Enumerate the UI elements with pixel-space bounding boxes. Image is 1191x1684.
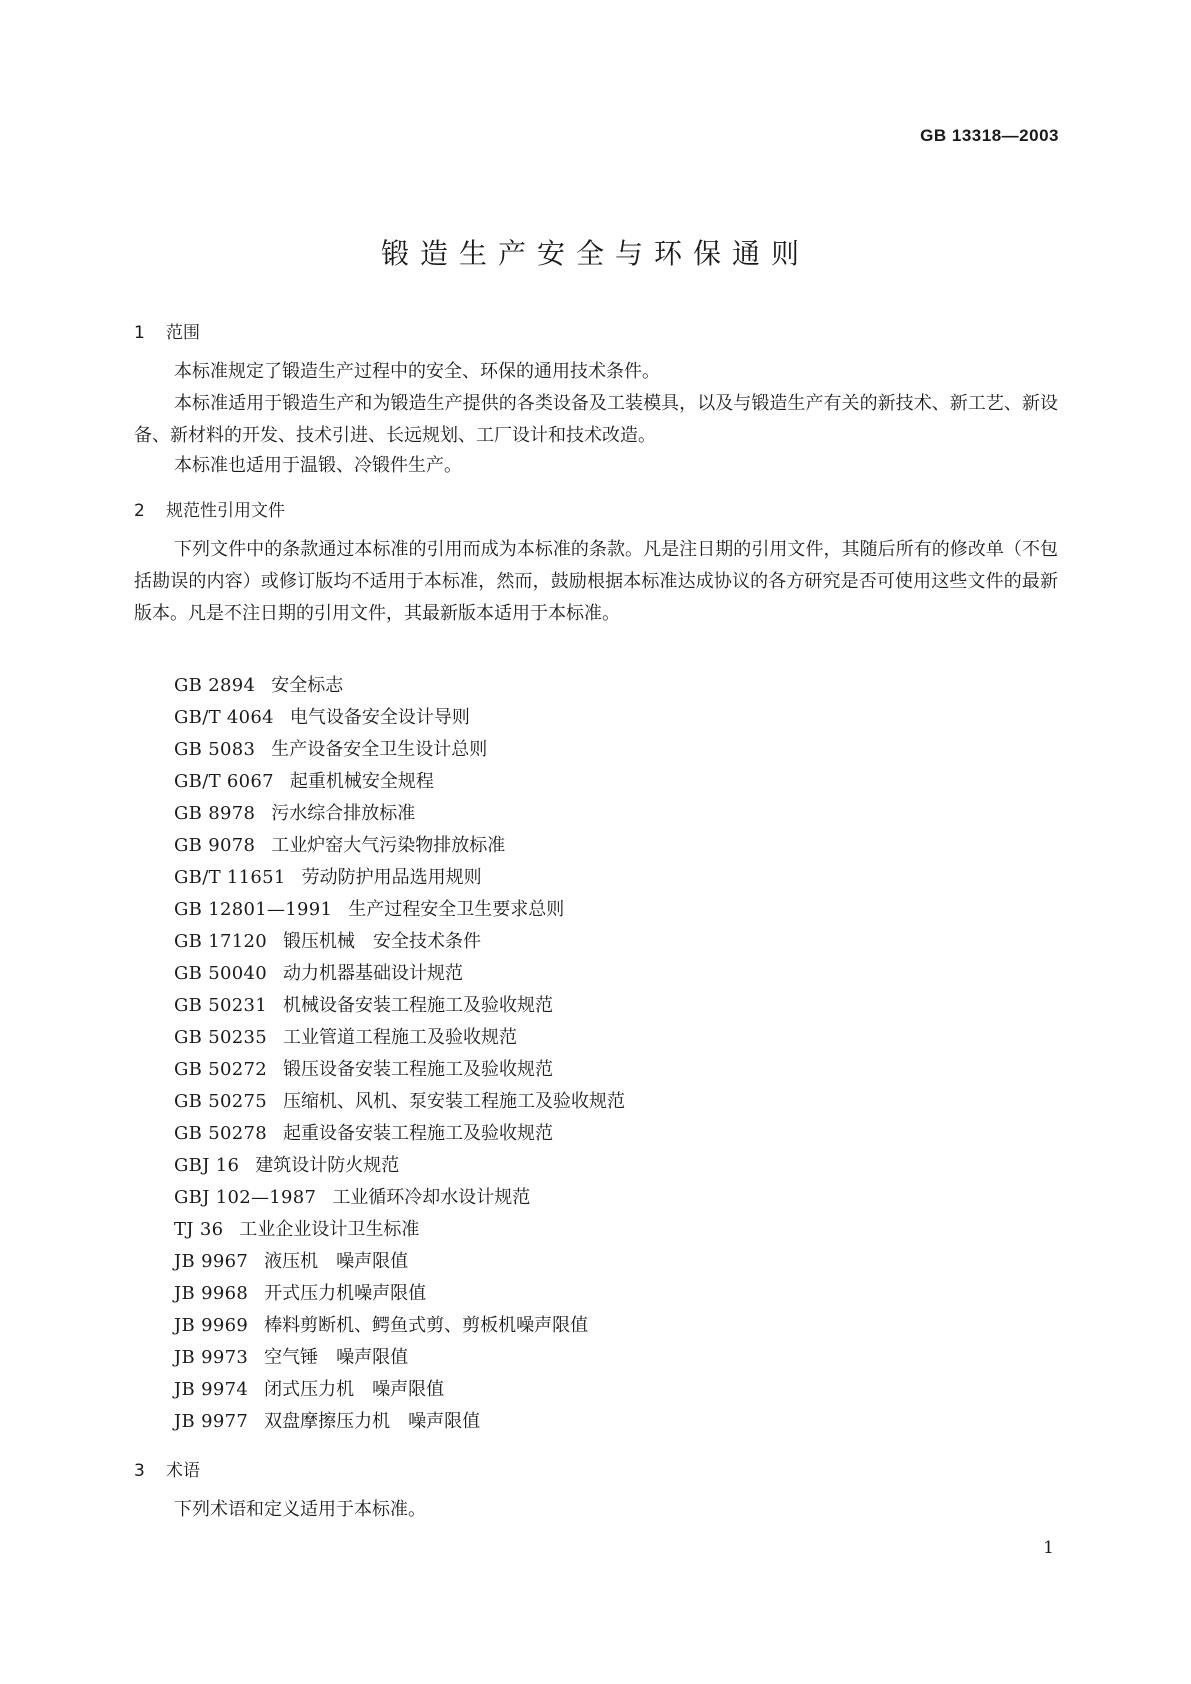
reference-item xyxy=(174,1182,625,1214)
section-number: 1 xyxy=(134,323,145,343)
reference-item xyxy=(174,1022,625,1054)
section-title: 范围 xyxy=(166,323,200,343)
reference-title: 起重机械安全规程 xyxy=(289,771,434,792)
reference-code: GB 12801—1991 xyxy=(174,899,333,920)
reference-title: 工业循环冷却水设计规范 xyxy=(332,1187,531,1208)
reference-title: 工业企业设计卫生标准 xyxy=(239,1219,420,1240)
section-title: 术语 xyxy=(166,1461,200,1481)
reference-code: GB 17120 xyxy=(174,931,267,952)
reference-item xyxy=(174,1406,625,1438)
reference-code: GB/T 11651 xyxy=(174,867,286,888)
reference-code: JB 9968 xyxy=(174,1283,249,1304)
reference-item xyxy=(174,1118,625,1150)
reference-code: GB 50040 xyxy=(174,963,267,984)
reference-item xyxy=(174,958,625,990)
reference-code: TJ 36 xyxy=(174,1219,224,1240)
reference-title: 电气设备安全设计导则 xyxy=(289,707,470,728)
reference-title: 机械设备安装工程施工及验收规范 xyxy=(283,995,553,1016)
reference-code: JB 9974 xyxy=(174,1379,249,1400)
reference-title: 双盘摩擦压力机 噪声限值 xyxy=(264,1411,481,1432)
section-1-heading xyxy=(134,318,200,343)
paragraph: 下列术语和定义适用于本标准。 xyxy=(174,1499,426,1520)
reference-title: 劳动防护用品选用规则 xyxy=(301,867,482,888)
reference-item xyxy=(174,830,625,862)
reference-title: 锻压机械 安全技术条件 xyxy=(283,931,481,952)
reference-code: GB 8978 xyxy=(174,803,256,824)
reference-item xyxy=(174,1310,625,1342)
reference-item xyxy=(174,734,625,766)
reference-title: 生产过程安全卫生要求总则 xyxy=(348,899,565,920)
reference-item xyxy=(174,862,625,894)
reference-code: JB 9973 xyxy=(174,1347,249,1368)
reference-title: 建筑设计防火规范 xyxy=(255,1155,400,1176)
reference-title: 工业炉窑大气污染物排放标准 xyxy=(271,835,506,856)
reference-code: GB 50275 xyxy=(174,1091,267,1112)
reference-code: JB 9977 xyxy=(174,1411,249,1432)
reference-code: JB 9967 xyxy=(174,1251,249,1272)
reference-code: GB 9078 xyxy=(174,835,256,856)
reference-code: GB 50272 xyxy=(174,1059,267,1080)
reference-title: 液压机 噪声限值 xyxy=(264,1251,409,1272)
reference-code: GB/T 4064 xyxy=(174,707,274,728)
reference-item xyxy=(174,1278,625,1310)
reference-title: 安全标志 xyxy=(271,675,344,696)
reference-item xyxy=(174,1246,625,1278)
standard-number: GB 13318—2003 xyxy=(920,126,1059,145)
reference-code: GB 50278 xyxy=(174,1123,267,1144)
section-2-heading xyxy=(134,496,285,521)
reference-title: 空气锤 噪声限值 xyxy=(264,1347,409,1368)
reference-item xyxy=(174,1054,625,1086)
section-number: 3 xyxy=(134,1461,145,1481)
normative-reference-list xyxy=(174,670,625,1438)
reference-item xyxy=(174,1374,625,1406)
reference-title: 污水综合排放标准 xyxy=(271,803,416,824)
reference-title: 起重设备安装工程施工及验收规范 xyxy=(283,1123,553,1144)
section-number: 2 xyxy=(134,501,145,521)
reference-item xyxy=(174,798,625,830)
reference-code: GB/T 6067 xyxy=(174,771,274,792)
reference-title: 锻压设备安装工程施工及验收规范 xyxy=(283,1059,553,1080)
reference-item xyxy=(174,926,625,958)
paragraph: 本标准也适用于温锻、冷锻件生产。 xyxy=(174,455,462,476)
reference-item xyxy=(174,766,625,798)
reference-title: 工业管道工程施工及验收规范 xyxy=(283,1027,517,1048)
reference-title: 闭式压力机 噪声限值 xyxy=(264,1379,445,1400)
reference-item xyxy=(174,1214,625,1246)
reference-item xyxy=(174,702,625,734)
section-title: 规范性引用文件 xyxy=(166,501,285,521)
reference-code: GBJ 102—1987 xyxy=(174,1187,317,1208)
reference-code: GB 50231 xyxy=(174,995,267,1016)
reference-code: GB 50235 xyxy=(174,1027,267,1048)
reference-item xyxy=(174,1086,625,1118)
reference-code: GB 5083 xyxy=(174,739,256,760)
paragraph: 本标准规定了锻造生产过程中的安全、环保的通用技术条件。 xyxy=(174,361,660,382)
reference-title: 压缩机、风机、泵安装工程施工及验收规范 xyxy=(283,1091,625,1112)
reference-item xyxy=(174,894,625,926)
paragraph: 下列文件中的条款通过本标准的引用而成为本标准的条款。凡是注日期的引用文件，其随后所有的修改单（不包括勘误的内容）或修订版均不适用于本标准，然而，鼓励根据本标准达成协议的各方研究是否可使用这些文件的最新版本。凡是不注日期的引用文件，其最新版本适用于本标准。 xyxy=(134,539,1058,624)
reference-code: GB 2894 xyxy=(174,675,256,696)
document-title: 锻造生产安全与环保通则 xyxy=(380,237,810,270)
reference-title: 动力机器基础设计规范 xyxy=(283,963,463,984)
reference-code: GBJ 16 xyxy=(174,1155,240,1176)
reference-item xyxy=(174,1342,625,1374)
reference-title: 棒料剪断机、鳄鱼式剪、剪板机噪声限值 xyxy=(264,1315,589,1336)
paragraph: 本标准适用于锻造生产和为锻造生产提供的各类设备及工装模具，以及与锻造生产有关的新技术、新工艺、新设备、新材料的开发、技术引进、长远规划、工厂设计和技术改造。 xyxy=(134,393,1058,446)
page-number: 1 xyxy=(1043,1538,1054,1558)
reference-item xyxy=(174,1150,625,1182)
reference-code: JB 9969 xyxy=(174,1315,249,1336)
reference-item xyxy=(174,990,625,1022)
reference-title: 开式压力机噪声限值 xyxy=(264,1283,427,1304)
reference-item xyxy=(174,670,625,702)
section-3-heading xyxy=(134,1456,200,1481)
reference-title: 生产设备安全卫生设计总则 xyxy=(271,739,488,760)
